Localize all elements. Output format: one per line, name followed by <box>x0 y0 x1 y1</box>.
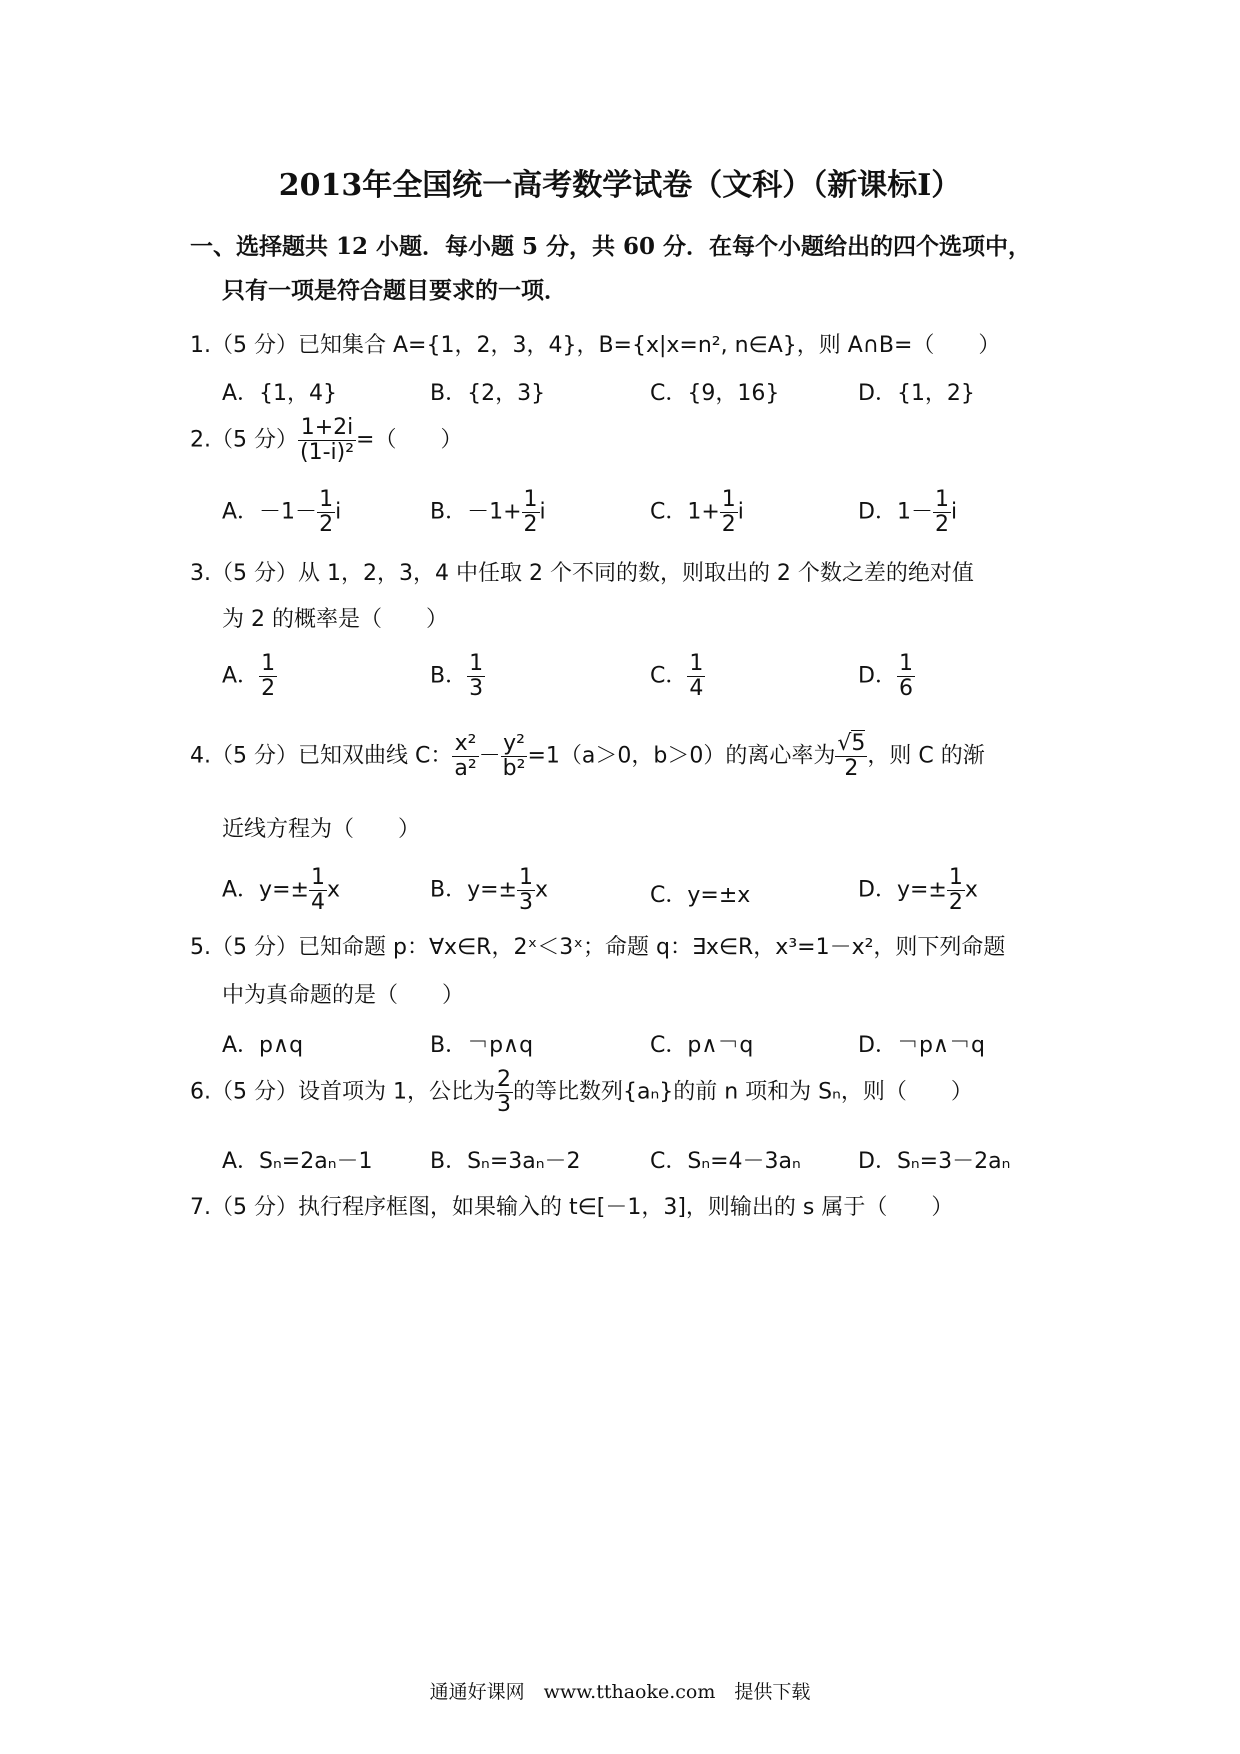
question-6: 6.（5 分）设首项为 1，公比为 $\frac{2}{3}$ 的等比数列{aₙ}的前 n 项和为 Sₙ，则（ ） <box>190 1067 973 1118</box>
q4-option-a: A．y=± $\frac{1}{4}$ x <box>222 865 340 916</box>
q3-option-d: D． $\frac{1}{6}$ <box>858 651 913 702</box>
question-2 <box>190 416 462 465</box>
q2-prefix: 2.（5 分） <box>190 427 298 453</box>
q4-option-d: D．y=± $\frac{1}{2}$ x <box>858 865 978 916</box>
q3-option-b: B． $\frac{1}{3}$ <box>430 651 484 702</box>
q2-option-d: D．1－ $\frac{1}{2}$ i <box>858 487 958 538</box>
q3-option-a: A． $\frac{1}{2}$ <box>222 651 276 702</box>
q4-eccentricity: $\frac{√5}{2}$ <box>837 731 866 782</box>
question-7: 7.（5 分）执行程序框图，如果输入的 t∈[－1，3]，则输出的 s 属于（ ） <box>190 1195 954 1220</box>
q6-ratio: $\frac{2}{3}$ <box>496 1067 511 1118</box>
q1-option-b: B．{2，3} <box>430 381 546 406</box>
q2-numerator: 1+2i <box>298 416 356 441</box>
q6-option-b: B．Sₙ=3aₙ－2 <box>430 1149 581 1174</box>
question-3-line2: 为 2 的概率是（ ） <box>222 607 448 632</box>
q4-y-over-b: $\frac{\text{y²}}{\text{b²}}$ <box>502 731 526 782</box>
q5-option-c: C．p∧￢q <box>650 1033 754 1058</box>
q1-option-d: D．{1，2} <box>858 381 975 406</box>
question-4-line1: 4.（5 分）已知双曲线 C： $\frac{\text{x²}}{\text{a²}}$ － $\frac{\text{y²}}{\text{b²}}$ =1（a＞0，b＞0）的离心率为 $\frac{√5}{2}$ ，则 C 的渐 <box>190 731 985 782</box>
section-heading-line1: 一、选择题共 12 小题．每小题 5 分，共 60 分．在每个小题给出的四个选项中， <box>190 233 1032 260</box>
q5-option-b: B．￢p∧q <box>430 1033 534 1058</box>
page-footer: 通通好课网 www.tthaoke.com 提供下载 <box>429 1681 811 1703</box>
q2-suffix: =（ ） <box>356 427 463 453</box>
q2-option-a: A．－1－ $\frac{1}{2}$ i <box>222 487 342 538</box>
q5-option-a: A．p∧q <box>222 1033 304 1058</box>
q6-option-d: D．Sₙ=3－2aₙ <box>858 1149 1011 1174</box>
q6-option-a: A．Sₙ=2aₙ－1 <box>222 1149 373 1174</box>
question-3-line1: 3.（5 分）从 1，2，3，4 中任取 2 个不同的数，则取出的 2 个数之差的绝对值 <box>190 561 974 586</box>
question-1: 1.（5 分）已知集合 A={1，2，3，4}，B={x|x=n², n∈A}，则 A∩B=（ ） <box>190 333 1001 358</box>
q4-option-b: B．y=± $\frac{1}{3}$ x <box>430 865 549 916</box>
q2-denominator: (1-i)² <box>299 440 355 466</box>
question-5-line1: 5.（5 分）已知命题 p：∀x∈R，2ˣ＜3ˣ；命题 q：∃x∈R，x³=1－x²，则下列命题 <box>190 935 1006 960</box>
q6-option-c: C．Sₙ=4－3aₙ <box>650 1149 801 1174</box>
page-title: 2013年全国统一高考数学试卷（文科）（新课标Ⅰ） <box>278 168 962 203</box>
q5-option-d: D．￢p∧￢q <box>858 1033 985 1058</box>
q1-option-a: A．{1，4} <box>222 381 338 406</box>
q2-option-c: C．1+ $\frac{1}{2}$ i <box>650 487 744 538</box>
q3-option-c: C． $\frac{1}{4}$ <box>650 651 704 702</box>
question-4-line2: 近线方程为（ ） <box>222 817 421 842</box>
section-heading-line2: 只有一项是符合题目要求的一项． <box>222 277 567 304</box>
q4-x-over-a: $\frac{\text{x²}}{\text{a²}}$ <box>454 731 477 782</box>
question-5-line2: 中为真命题的是（ ） <box>222 983 465 1008</box>
q2-option-b: B．－1+ $\frac{1}{2}$ i <box>430 487 546 538</box>
q2-fraction <box>298 416 356 465</box>
q1-option-c: C．{9，16} <box>650 381 780 406</box>
q4-option-c: C．y=±x <box>650 883 751 908</box>
